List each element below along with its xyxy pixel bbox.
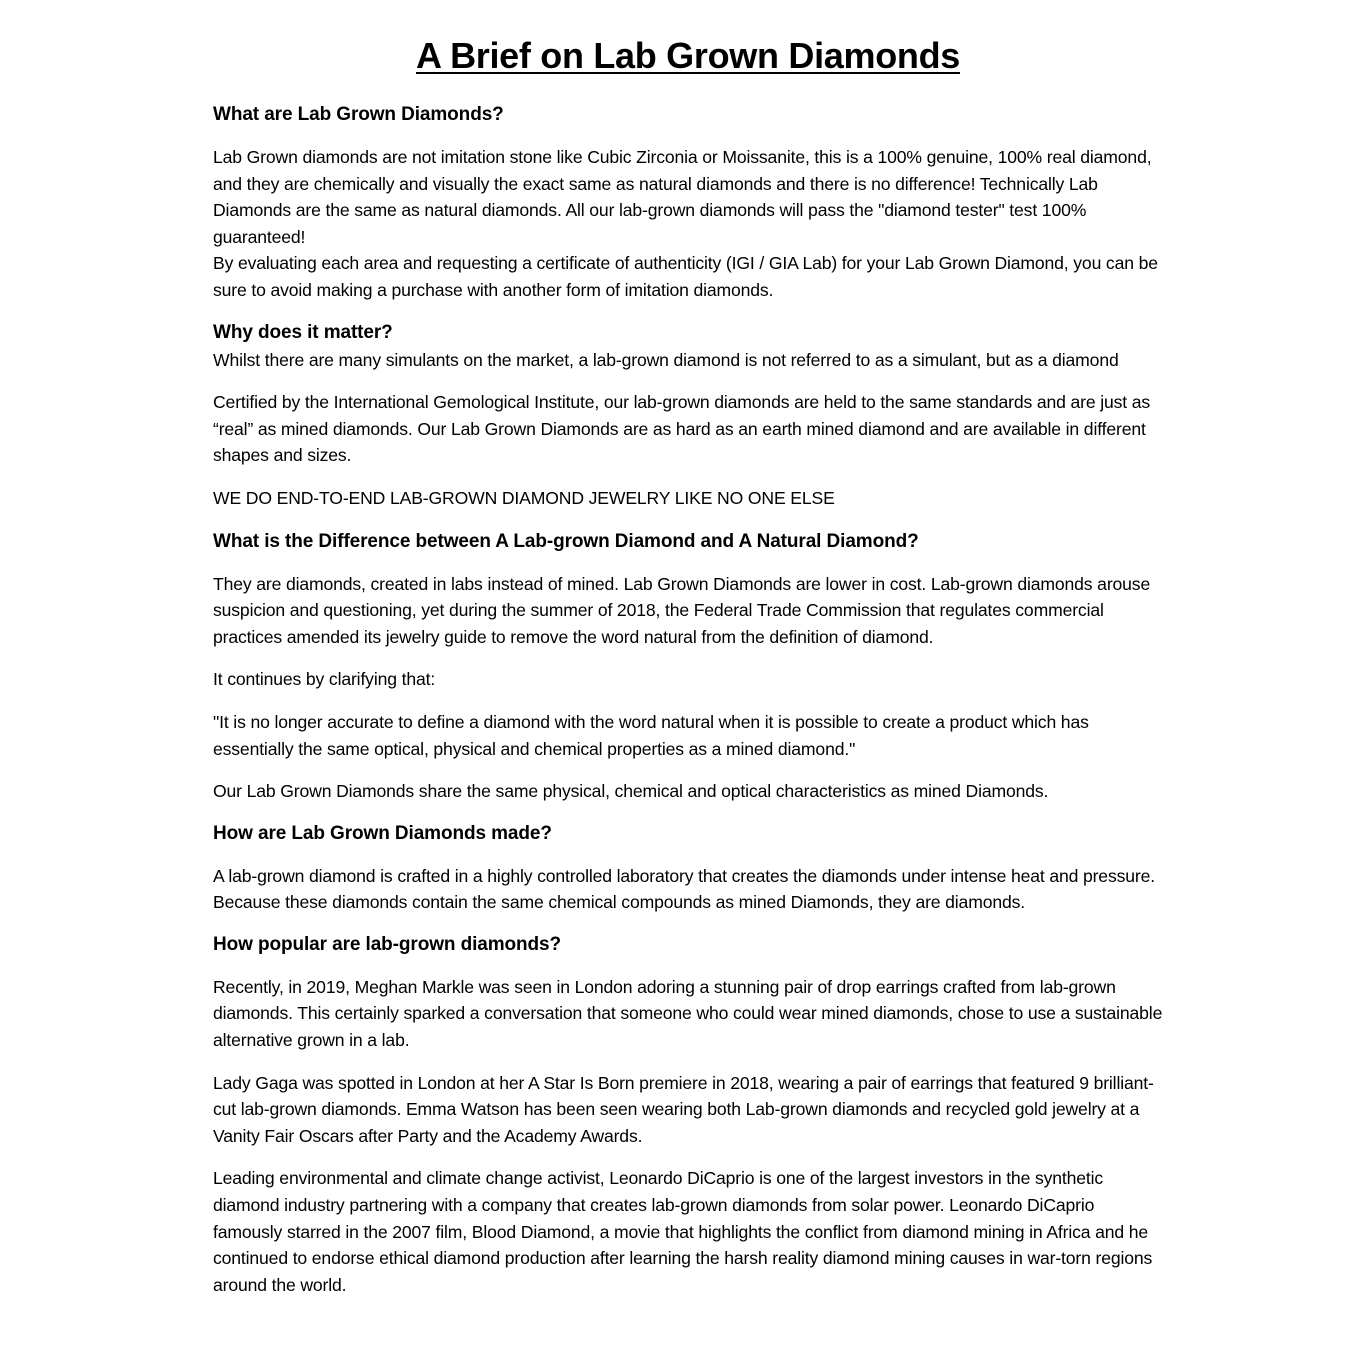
- section-popular: [213, 932, 1163, 1299]
- section-heading: How are Lab Grown Diamonds made?: [213, 822, 552, 844]
- paragraph: Whilst there are many simulants on the market, a lab-grown diamond is not referred to as a simulant, but as a diamond: [213, 349, 1119, 370]
- section-difference: [213, 529, 1163, 805]
- paragraph: Lady Gaga was spotted in London at her A Star Is Born premiere in 2018, wearing a pair of earrings that featured 9 brilliant-cut lab-grown diamonds. Emma Watson has been seen wearing both Lab-grown diamonds and recycled gold jewelry at a Vanity Fair Oscars after Party and the Academy Awards.: [213, 1072, 1154, 1146]
- section-why-matter: [213, 320, 1163, 512]
- paragraph-text: Lab Grown diamonds are not imitation stone like Cubic Zirconia or Moissanite, this is a 100% genuine, 100% real diamond, and they are chemically and visually the exact same as natural diamonds and there is no difference! Technically Lab Diamonds are the same as natural diamonds. All our lab-grown diamonds will pass the "diamond tester" test 100% guaranteed!: [213, 147, 1152, 247]
- paragraph: Certified by the International Gemological Institute, our lab-grown diamonds are held to the same standards and are just as “real” as mined diamonds. Our Lab Grown Diamonds are as hard as an earth mined diamond and are available in different shapes and sizes.: [213, 392, 1151, 466]
- section-heading: How popular are lab-grown diamonds?: [213, 933, 562, 955]
- document-page: [213, 30, 1163, 1314]
- section-how-made: [213, 821, 1163, 916]
- section-heading: Why does it matter?: [213, 321, 393, 343]
- paragraph: "It is no longer accurate to define a diamond with the word natural when it is possible to create a product which has essentially the same optical, physical and chemical properties as a mined diamond.": [213, 711, 1089, 759]
- paragraph: Recently, in 2019, Meghan Markle was seen in London adoring a stunning pair of drop earrings crafted from lab-grown diamonds. This certainly sparked a conversation that someone who could wear mined diamonds, chose to use a sustainable alternative grown in a lab.: [213, 976, 1163, 1051]
- paragraph: Our Lab Grown Diamonds share the same physical, chemical and optical characteristics as mined Diamonds.: [213, 781, 1049, 802]
- document-title: A Brief on Lab Grown Diamonds: [416, 35, 960, 76]
- section-what-are: [213, 102, 1163, 304]
- paragraph: They are diamonds, created in labs instead of mined. Lab Grown Diamonds are lower in cost. Lab-grown diamonds arouse suspicion and questioning, yet during the summer of 2018, the Federal Trade Commission that regulates commercial practices amended its jewelry guide to remove the word natural from the definition of diamond.: [213, 573, 1151, 647]
- paragraph-text: By evaluating each area and requesting a certificate of authenticity (IGI / GIA Lab) for your Lab Grown Diamond, you can be sure to avoid making a purchase with another form of imitation diamonds.: [213, 253, 1158, 300]
- section-heading: What is the Difference between A Lab-grown Diamond and A Natural Diamond?: [213, 530, 919, 552]
- paragraph: Leading environmental and climate change activist, Leonardo DiCaprio is one of the largest investors in the synthetic diamond industry partnering with a company that creates lab-grown diamonds from solar power. Leonardo DiCaprio famously starred in the 2007 film, Blood Diamond, a movie that highlights the conflict from diamond mining in Africa and he continued to endorse ethical diamond production after learning the harsh reality diamond mining causes in war-torn regions around the world.: [213, 1168, 1153, 1295]
- paragraph: WE DO END-TO-END LAB-GROWN DIAMOND JEWELRY LIKE NO ONE ELSE: [213, 487, 835, 508]
- section-heading: What are Lab Grown Diamonds?: [213, 104, 504, 125]
- paragraph: It continues by clarifying that:: [213, 669, 436, 690]
- paragraph: A lab-grown diamond is crafted in a highly controlled laboratory that creates the diamonds under intense heat and pressure. Because these diamonds contain the same chemical compounds as mined Diamonds, they are diamonds.: [213, 865, 1155, 913]
- paragraph: [213, 144, 1163, 304]
